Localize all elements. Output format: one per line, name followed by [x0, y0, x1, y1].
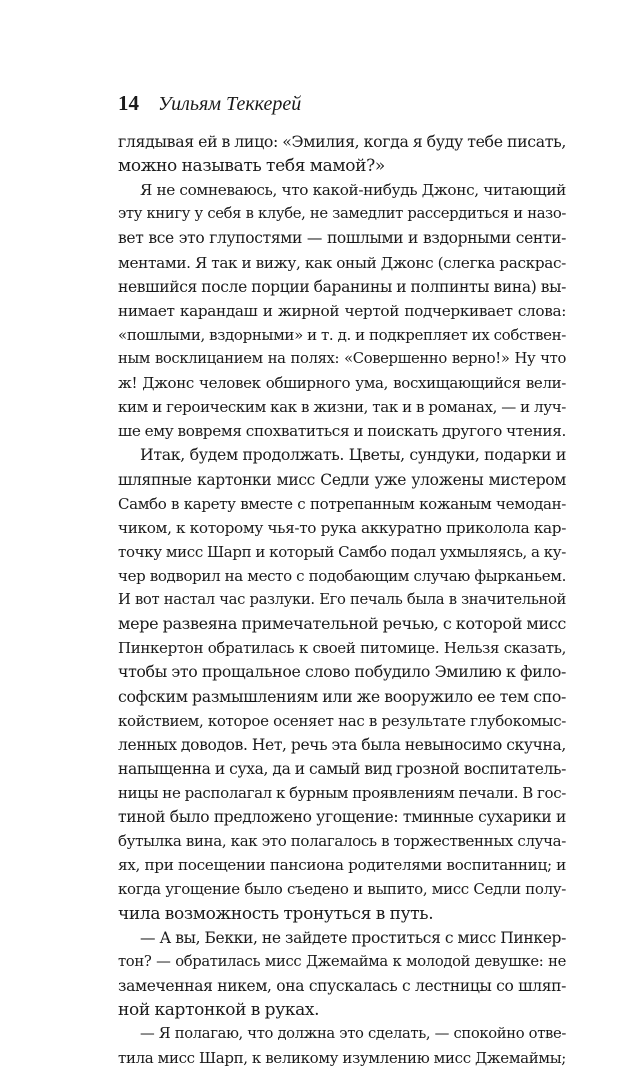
text-line: «пошлыми, вздорными» и т. д. и подкрепляет их собствен- [118, 325, 566, 344]
text-line: тила мисс Шарп, к великому изумлению мисс Джемаймы; [118, 1049, 566, 1068]
text-line: глядывая ей в лицо: «Эмилия, когда я буду тебе писать, [118, 132, 566, 151]
text-line: ях, при посещении пансиона родителями воспитанниц; и [118, 856, 566, 875]
text-line: замеченная никем, она спускалась с лестницы со шляп- [118, 976, 566, 995]
text-line: чтобы это прощальное слово побудило Эмилию к фило- [118, 662, 566, 682]
text-line: ным восклицанием на полях: «Совершенно верно!» Ну что [118, 349, 566, 367]
text-line: невшийся после порции баранины и полпинты вина) вы- [118, 277, 566, 296]
running-head-author: Уильям Теккерей [158, 93, 302, 115]
text-line: тиной было предложено угощение: тминные сухарики и [118, 808, 566, 827]
running-head [118, 91, 301, 115]
text-line: ной картонкой в руках. [118, 999, 320, 1020]
text-line: чер водворил на место с подобающим случаю фырканьем. [118, 566, 566, 585]
text-line: бутылка вина, как это полагалось в торжественных случа- [118, 832, 566, 851]
text-line: тон? — обратилась мисс Джемайма к молодой девушке: не [118, 952, 566, 970]
text-line: напыщенна и суха, да и самый вид грозной воспитатель- [118, 759, 566, 778]
text-line: ленных доводов. Нет, речь эта была невыносимо скучна, [118, 735, 566, 754]
text-line: Итак, будем продолжать. Цветы, сундуки, подарки и [140, 445, 566, 465]
text-line: ж! Джонс человек обширного ума, восхищающийся вели- [118, 374, 566, 393]
text-line: — Я полагаю, что должна это сделать, — спокойно отве- [140, 1025, 566, 1043]
text-line: можно называть тебя мамой?» [118, 156, 385, 177]
text-line: мере развеяна примечательной речью, с которой мисс [118, 614, 566, 634]
page-number: 14 [118, 91, 139, 115]
text-line: когда угощение было съедено и выпито, мисс Седли полу- [118, 880, 566, 899]
text-line: ким и героическим как в жизни, так и в романах, — и луч- [118, 398, 566, 417]
text-line: вет все это глупостями — пошлыми и вздорными сенти- [118, 229, 566, 248]
text-line: шляпные картонки мисс Седли уже уложены мистером [118, 470, 566, 489]
text-line: ницы не располагал к бурным проявлениям печали. В гос- [118, 783, 566, 802]
body-text [118, 130, 566, 1070]
text-line: ше ему вовремя спохватиться и поискать другого чтения. [118, 422, 566, 441]
text-line: ментами. Я так и вижу, как оный Джонс (слегка раскрас- [118, 253, 566, 272]
text-line: нимает карандаш и жирной чертой подчеркивает слова: [118, 301, 566, 320]
text-line: Пинкертон обратилась к своей питомице. Нельзя сказать, [118, 639, 566, 658]
text-line: Я не сомневаюсь, что какой-нибудь Джонс, читающий [140, 181, 566, 200]
text-line: — А вы, Бекки, не зайдете проститься с мисс Пинкер- [140, 928, 566, 947]
text-line: И вот настал час разлуки. Его печаль была в значительной [118, 591, 566, 609]
text-line: точку мисс Шарп и который Самбо подал ухмыляясь, а ку- [118, 542, 566, 561]
text-line: чила возможность тронуться в путь. [118, 903, 434, 924]
text-line: Самбо в карету вместе с потрепанным кожаным чемодан- [118, 494, 566, 513]
text-line: чиком, к которому чья-то рука аккуратно приколола кар- [118, 518, 566, 537]
text-line: эту книгу у себя в клубе, не замедлит рассердиться и назо- [118, 205, 566, 223]
text-line: койствием, которое осеняет нас в результате глубокомыс- [118, 711, 566, 730]
text-line: софским размышлениям или же вооружило ее тем спо- [118, 686, 566, 706]
